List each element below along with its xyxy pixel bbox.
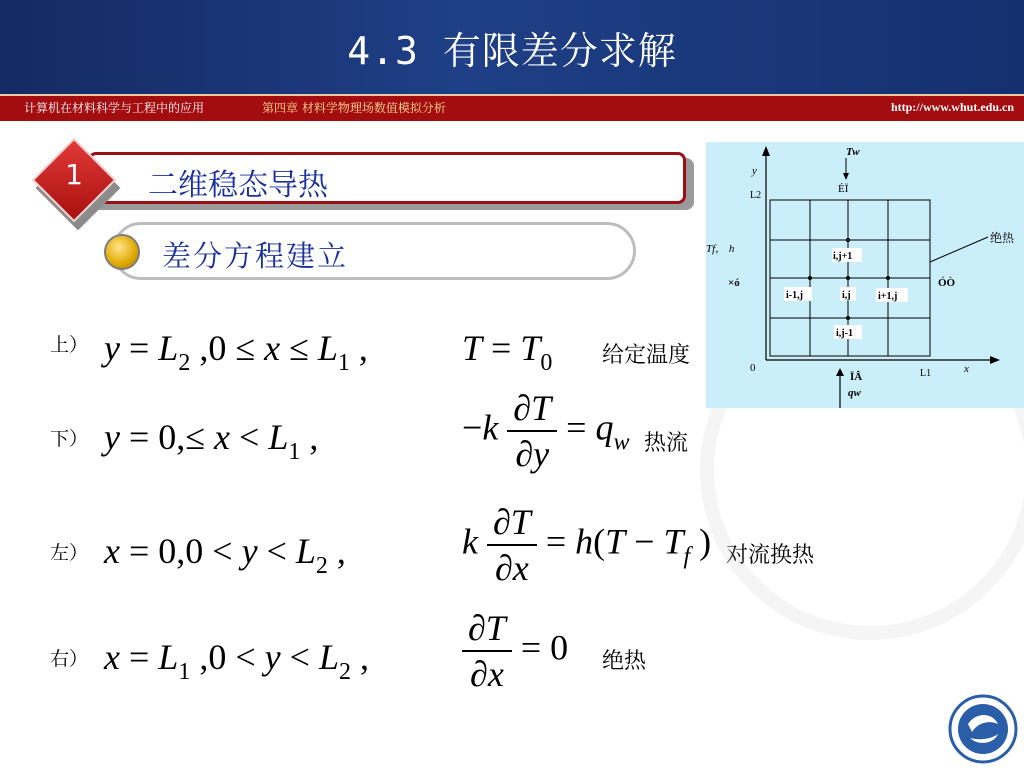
left-domain-condition: $x = 0,0 < y < L_2$ , <box>104 531 346 579</box>
bottom-side-label: ÏÂ <box>850 371 863 383</box>
top-condition-desc: 给定温度 <box>602 343 691 368</box>
top-domain-condition: $y = L_2$ $,0 \le x \le L_1$ , <box>104 328 368 376</box>
right-domain-condition: $x = L_1$ $,0 < y < L_2$ , <box>104 637 369 685</box>
y-axis-label: y <box>752 165 757 177</box>
node-label-up: i,j+1 <box>833 251 853 262</box>
bottom-condition-desc: 热流 <box>644 431 689 456</box>
row-label: 右） <box>50 648 89 670</box>
node-label-right: i+1,j <box>878 291 898 302</box>
bottom-domain-condition: $y = 0,\le x < L_1$ , <box>104 417 319 465</box>
left-condition-desc: 对流换热 <box>726 543 815 568</box>
heat-flux-label: qw <box>848 387 861 399</box>
equation-row-bottom <box>50 424 88 451</box>
row-label: 上） <box>50 334 89 356</box>
left-side-label: ×ó <box>728 277 740 289</box>
website-link[interactable]: http://www.whut.edu.cn <box>890 100 1014 114</box>
top-side-label: ÉÏ <box>838 183 849 195</box>
right-condition-desc: 绝热 <box>602 649 647 674</box>
top-temperature-label: Tw <box>846 146 860 158</box>
chapter-name: 第四章 材料学物理场数值模拟分析 <box>262 101 446 115</box>
equation-row-right <box>50 644 88 671</box>
convection-label: Tf， h <box>706 243 735 255</box>
university-logo-icon <box>948 694 1018 764</box>
left-boundary-equation: k $\frac{\partial T}{\partial x}$ = $h(T - T_f$ ) <box>462 502 712 588</box>
origin-label: 0 <box>750 362 756 374</box>
right-side-label: ÓÒ <box>938 277 956 289</box>
l1-label: L1 <box>920 368 932 379</box>
bottom-boundary-equation: −k $\frac{\partial T}{\partial y}$ = $q_w$ <box>462 388 630 474</box>
equation-row-top <box>50 330 88 357</box>
slide-title: 4.3 有限差分求解 <box>347 29 677 73</box>
gold-bullet-icon <box>104 234 140 270</box>
node-label-left: i-1,j <box>786 290 803 301</box>
grid-diagram-svg <box>706 142 1024 408</box>
insulated-label: 绝热 <box>990 231 1015 245</box>
top-boundary-equation: $T = T_0$ <box>462 328 553 376</box>
node-label-center: i,j <box>842 290 851 301</box>
grid-diagram <box>706 142 1024 408</box>
section-title: 二维稳态导热 <box>148 168 328 203</box>
node-label-down: i,j-1 <box>836 328 853 339</box>
row-label: 左） <box>50 542 89 564</box>
row-label: 下） <box>50 428 89 450</box>
right-boundary-equation: $\frac{\partial T}{\partial x}$ = 0 <box>462 608 568 694</box>
course-name: 计算机在材料科学与工程中的应用 <box>24 101 205 115</box>
l2-label: L2 <box>750 190 762 201</box>
x-axis-label: x <box>964 363 969 375</box>
subsection-title: 差分方程建立 <box>162 239 349 273</box>
section-number: 1 <box>65 158 83 191</box>
equation-row-left <box>50 538 88 565</box>
